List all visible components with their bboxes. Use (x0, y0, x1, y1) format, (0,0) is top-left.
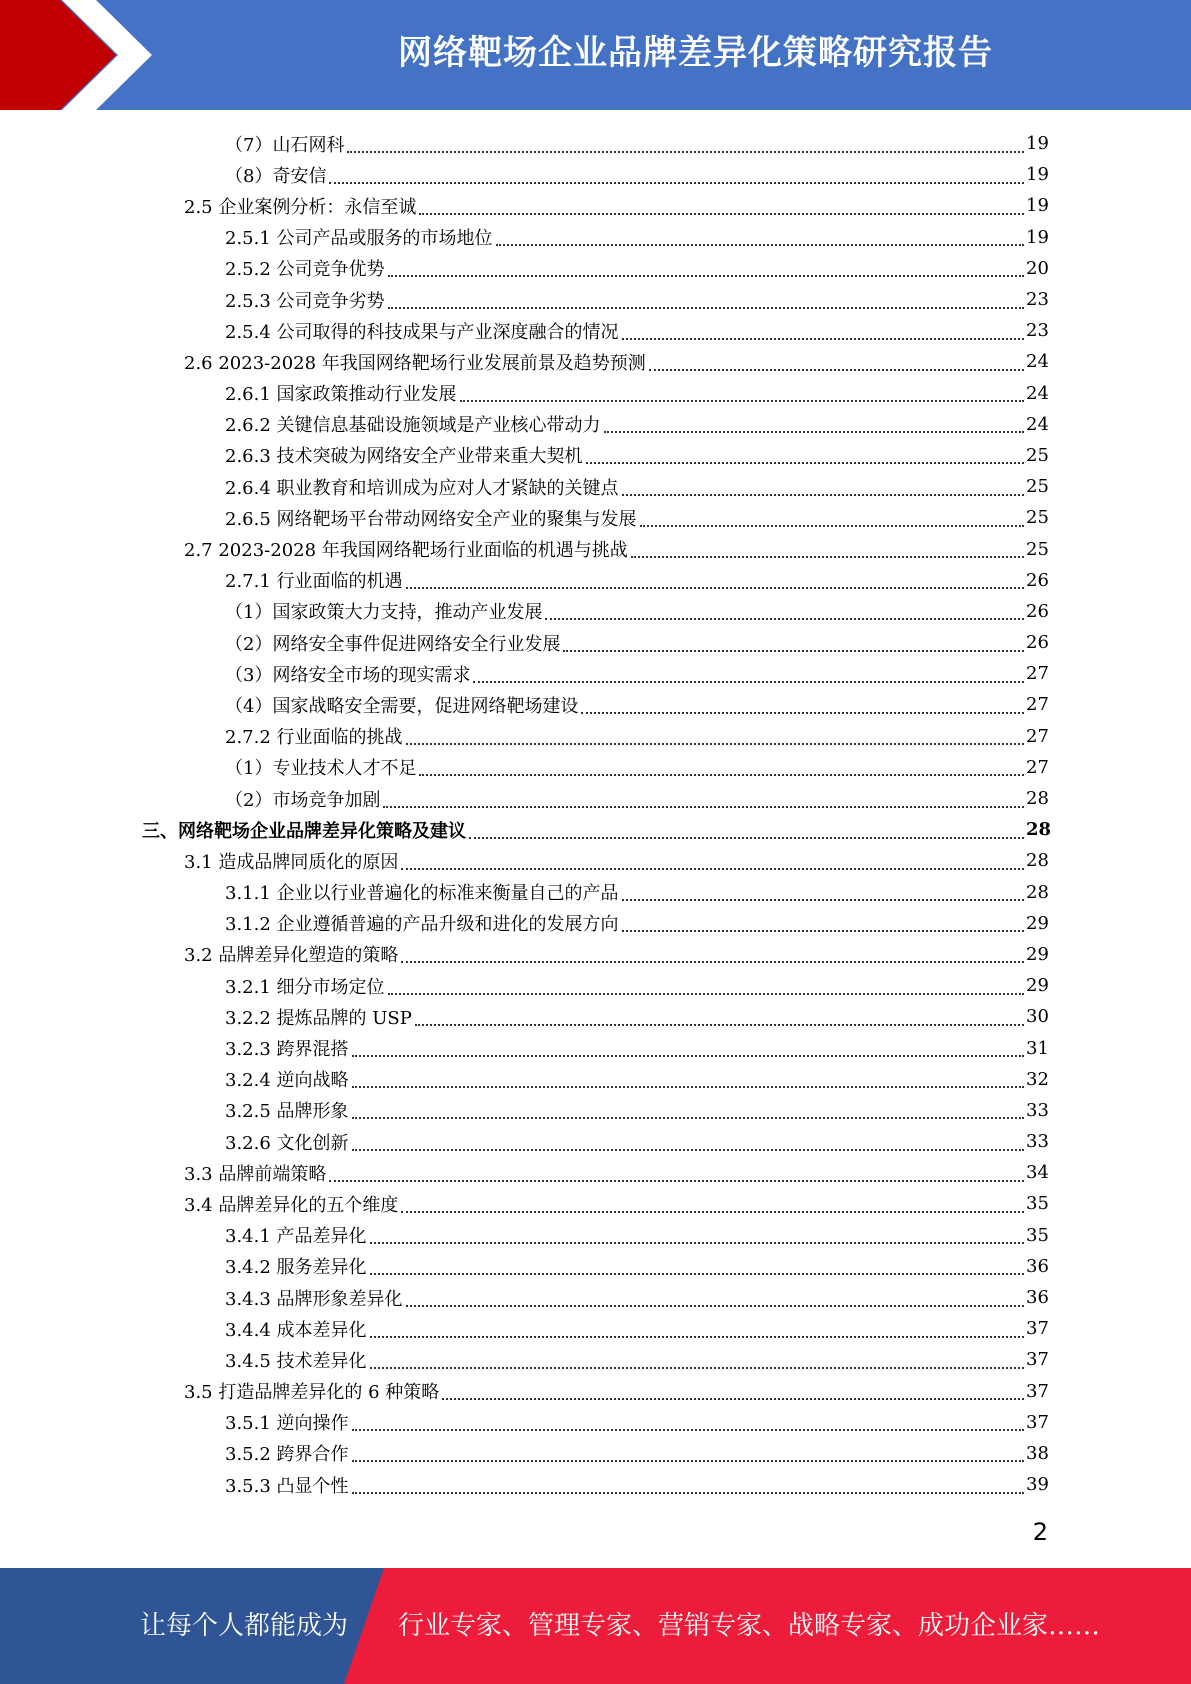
toc-entry-title: 3.1 造成品牌同质化的原因 (184, 851, 399, 873)
toc-entry-title: 3.2.2 提炼品牌的 USP (225, 1007, 412, 1029)
dot-leader (622, 879, 1024, 901)
dot-leader (649, 349, 1024, 371)
toc-entry-title: 2.5.2 公司竞争优势 (225, 259, 385, 281)
toc-entry[interactable] (0, 1157, 1191, 1188)
dot-leader (352, 1097, 1024, 1119)
toc-entry-page: 33 (1026, 1131, 1049, 1153)
dot-leader (496, 224, 1024, 246)
toc-entry[interactable] (0, 440, 1191, 471)
toc-entry-title: 2.6.3 技术突破为网络安全产业带来重大契机 (225, 446, 583, 468)
toc-entry-title: 3.2.3 跨界混搭 (225, 1039, 349, 1061)
toc-entry[interactable] (0, 471, 1191, 502)
dot-leader (419, 754, 1024, 776)
toc-entry-title: （3）网络安全市场的现实需求 (225, 664, 471, 686)
toc-entry-page: 25 (1026, 476, 1049, 498)
toc-entry-title: 3.5.3 凸显个性 (225, 1475, 349, 1497)
toc-entry-page: 37 (1026, 1318, 1049, 1340)
toc-entry-title: （1）国家政策大力支持，推动产业发展 (225, 602, 543, 624)
toc-entry[interactable] (0, 1064, 1191, 1095)
toc-entry-title: 3.2.1 细分市场定位 (225, 976, 385, 998)
toc-entry[interactable] (0, 1376, 1191, 1407)
toc-entry-title: 3.5.2 跨界合作 (225, 1444, 349, 1466)
toc-entry-title: 2.7 2023-2028 年我国网络靶场行业面临的机遇与挑战 (184, 540, 628, 562)
toc-entry[interactable] (0, 783, 1191, 814)
dot-leader (581, 692, 1024, 714)
toc-entry[interactable] (0, 658, 1191, 689)
toc-entry-title: （1）专业技术人才不足 (225, 758, 417, 780)
toc-entry-page: 30 (1026, 1006, 1049, 1028)
toc-entry[interactable] (0, 128, 1191, 159)
toc-entry-title: 3.5 打造品牌差异化的 6 种策略 (184, 1382, 440, 1404)
dot-leader (640, 505, 1024, 527)
toc-entry-page: 36 (1026, 1287, 1049, 1309)
toc-entry[interactable] (0, 1126, 1191, 1157)
toc-entry-page: 27 (1026, 663, 1049, 685)
toc-entry-title: （2）市场竞争加剧 (225, 789, 381, 811)
table-of-contents (0, 128, 1191, 1500)
toc-entry-page: 31 (1026, 1037, 1049, 1059)
toc-entry[interactable] (0, 845, 1191, 876)
toc-entry-page: 26 (1026, 600, 1049, 622)
toc-entry-title: 3.1.2 企业遵循普遍的产品升级和进化的发展方向 (225, 914, 619, 936)
toc-entry-title: 2.5.1 公司产品或服务的市场地位 (225, 228, 493, 250)
toc-entry[interactable] (0, 533, 1191, 564)
toc-entry-page: 37 (1026, 1411, 1049, 1433)
dot-leader (352, 1066, 1024, 1088)
toc-entry[interactable] (0, 970, 1191, 1001)
toc-entry[interactable] (0, 1438, 1191, 1469)
toc-entry-page: 32 (1026, 1068, 1049, 1090)
toc-entry[interactable] (0, 1220, 1191, 1251)
toc-entry[interactable] (0, 1001, 1191, 1032)
toc-entry-title: 2.6.1 国家政策推动行业发展 (225, 384, 457, 406)
toc-entry-page: 19 (1026, 133, 1049, 155)
toc-entry-page: 25 (1026, 444, 1049, 466)
toc-entry-page: 23 (1026, 320, 1049, 342)
toc-entry-page: 27 (1026, 694, 1049, 716)
toc-entry-title: 三、网络靶场企业品牌差异化策略及建议 (142, 820, 466, 842)
toc-entry-page: 27 (1026, 756, 1049, 778)
footer-slogan-lead: 让每个人都能成为 (140, 1611, 349, 1641)
dot-leader (347, 131, 1024, 153)
toc-entry[interactable] (0, 1469, 1191, 1500)
toc-entry[interactable] (0, 253, 1191, 284)
toc-entry[interactable] (0, 877, 1191, 908)
toc-entry-title: （4）国家战略安全需要，促进网络靶场建设 (225, 695, 579, 717)
toc-entry-page: 35 (1026, 1193, 1049, 1215)
toc-entry[interactable] (0, 1095, 1191, 1126)
toc-entry-title: 3.2 品牌差异化塑造的策略 (184, 945, 399, 967)
toc-entry-page: 24 (1026, 413, 1049, 435)
toc-entry-page: 23 (1026, 289, 1049, 311)
toc-entry-page: 33 (1026, 1099, 1049, 1121)
toc-entry-title: 3.3 品牌前端策略 (184, 1163, 327, 1185)
toc-entry-page: 28 (1026, 788, 1049, 810)
toc-entry[interactable] (0, 222, 1191, 253)
toc-entry-page: 36 (1026, 1255, 1049, 1277)
toc-entry-page: 34 (1026, 1162, 1049, 1184)
toc-entry-title: 2.6.4 职业教育和培训成为应对人才紧缺的关键点 (225, 477, 619, 499)
dot-leader (604, 411, 1024, 433)
toc-entry-title: （2）网络安全事件促进网络安全行业发展 (225, 633, 561, 655)
dot-leader (370, 1222, 1024, 1244)
toc-entry-title: 2.7.2 行业面临的挑战 (225, 727, 403, 749)
footer-slogan-roles: 行业专家、管理专家、营销专家、战略专家、成功企业家…… (398, 1611, 1101, 1641)
toc-entry[interactable] (0, 378, 1191, 409)
toc-entry-page: 29 (1026, 943, 1049, 965)
toc-entry-title: 2.5 企业案例分析：永信至诚 (184, 196, 417, 218)
toc-entry-page: 39 (1026, 1474, 1049, 1496)
toc-entry-title: 2.5.3 公司竞争劣势 (225, 290, 385, 312)
dot-leader (352, 1035, 1024, 1057)
dot-leader (622, 910, 1024, 932)
dot-leader (473, 661, 1024, 683)
page-number: 2 (1032, 1518, 1048, 1546)
toc-entry-page: 24 (1026, 382, 1049, 404)
toc-entry-title: 3.4.4 成本差异化 (225, 1319, 367, 1341)
toc-entry-page: 19 (1026, 164, 1049, 186)
dot-leader (469, 817, 1024, 839)
toc-entry[interactable] (0, 721, 1191, 752)
toc-entry-page: 26 (1026, 632, 1049, 654)
toc-entry[interactable] (0, 689, 1191, 720)
toc-entry-page: 25 (1026, 538, 1049, 560)
toc-entry-title: 3.5.1 逆向操作 (225, 1413, 349, 1435)
dot-leader (352, 1440, 1024, 1462)
toc-entry[interactable] (0, 346, 1191, 377)
toc-entry-title: 3.2.4 逆向战略 (225, 1070, 349, 1092)
dot-leader (388, 973, 1024, 995)
dot-leader (631, 536, 1024, 558)
toc-entry[interactable] (0, 627, 1191, 658)
dot-leader (415, 1004, 1024, 1026)
red-chevron-icon (0, 0, 160, 110)
dot-leader (563, 630, 1024, 652)
report-title: 网络靶场企业品牌差异化策略研究报告 (398, 33, 993, 73)
dot-leader (370, 1347, 1024, 1369)
toc-entry[interactable] (0, 1344, 1191, 1375)
dot-leader (370, 1316, 1024, 1338)
toc-entry-page: 29 (1026, 975, 1049, 997)
dot-leader (383, 786, 1024, 808)
dot-leader (352, 1129, 1024, 1151)
toc-entry[interactable] (0, 1407, 1191, 1438)
toc-entry-page: 28 (1026, 819, 1052, 841)
toc-entry-title: 2.6.2 关键信息基础设施领域是产业核心带动力 (225, 415, 601, 437)
dot-leader (388, 287, 1024, 309)
toc-entry[interactable] (0, 1188, 1191, 1219)
toc-entry-page: 37 (1026, 1380, 1049, 1402)
toc-entry-page: 19 (1026, 226, 1049, 248)
dot-leader (329, 162, 1024, 184)
toc-entry-page: 28 (1026, 850, 1049, 872)
toc-entry-page: 19 (1026, 195, 1049, 217)
toc-entry-title: 2.5.4 公司取得的科技成果与产业深度融合的情况 (225, 321, 619, 343)
toc-entry-page: 20 (1026, 257, 1049, 279)
toc-entry-page: 35 (1026, 1224, 1049, 1246)
toc-entry-page: 27 (1026, 725, 1049, 747)
toc-entry[interactable] (0, 1032, 1191, 1063)
dot-leader (370, 1253, 1024, 1275)
toc-entry-title: （8）奇安信 (225, 165, 327, 187)
toc-entry-page: 28 (1026, 881, 1049, 903)
toc-entry[interactable] (0, 284, 1191, 315)
toc-chapter-entry[interactable] (0, 814, 1191, 845)
toc-entry-title: 3.2.5 品牌形象 (225, 1101, 349, 1123)
page-header (0, 0, 1191, 110)
toc-entry-page: 24 (1026, 351, 1049, 373)
toc-entry[interactable] (0, 502, 1191, 533)
dot-leader (401, 1191, 1024, 1213)
toc-entry-page: 25 (1026, 507, 1049, 529)
toc-entry[interactable] (0, 315, 1191, 346)
toc-entry-title: （7）山石网科 (225, 134, 345, 156)
toc-entry-page: 26 (1026, 569, 1049, 591)
dot-leader (329, 1160, 1024, 1182)
toc-entry-title: 3.4.3 品牌形象差异化 (225, 1288, 403, 1310)
toc-entry[interactable] (0, 908, 1191, 939)
dot-leader (586, 442, 1024, 464)
dot-leader (622, 474, 1024, 496)
toc-entry-title: 3.1.1 企业以行业普遍化的标准来衡量自己的产品 (225, 883, 619, 905)
toc-entry[interactable] (0, 159, 1191, 190)
dot-leader (419, 193, 1024, 215)
dot-leader (442, 1378, 1024, 1400)
toc-entry-title: 3.2.6 文化创新 (225, 1132, 349, 1154)
toc-entry-title: 2.6.5 网络靶场平台带动网络安全产业的聚集与发展 (225, 508, 637, 530)
dot-leader (545, 598, 1024, 620)
toc-entry-page: 29 (1026, 912, 1049, 934)
dot-leader (401, 848, 1024, 870)
toc-entry-title: 3.4.5 技术差异化 (225, 1350, 367, 1372)
toc-entry-title: 2.6 2023-2028 年我国网络靶场行业发展前景及趋势预测 (184, 352, 646, 374)
dot-leader (352, 1472, 1024, 1494)
dot-leader (352, 1409, 1024, 1431)
toc-entry-title: 2.7.1 行业面临的机遇 (225, 571, 403, 593)
dot-leader (406, 1285, 1024, 1307)
dot-leader (401, 941, 1024, 963)
dot-leader (406, 567, 1024, 589)
toc-entry[interactable] (0, 190, 1191, 221)
toc-entry[interactable] (0, 939, 1191, 970)
toc-entry-page: 37 (1026, 1349, 1049, 1371)
toc-entry-page: 38 (1026, 1442, 1049, 1464)
toc-entry-title: 3.4.2 服务差异化 (225, 1257, 367, 1279)
toc-entry[interactable] (0, 596, 1191, 627)
dot-leader (406, 723, 1024, 745)
dot-leader (388, 255, 1024, 277)
toc-entry-title: 3.4 品牌差异化的五个维度 (184, 1194, 399, 1216)
toc-entry-title: 3.4.1 产品差异化 (225, 1226, 367, 1248)
toc-entry[interactable] (0, 409, 1191, 440)
toc-entry[interactable] (0, 1282, 1191, 1313)
dot-leader (622, 318, 1024, 340)
toc-entry[interactable] (0, 1313, 1191, 1344)
toc-entry[interactable] (0, 565, 1191, 596)
page-footer (0, 1568, 1191, 1684)
dot-leader (460, 380, 1024, 402)
toc-entry[interactable] (0, 1251, 1191, 1282)
toc-entry[interactable] (0, 752, 1191, 783)
